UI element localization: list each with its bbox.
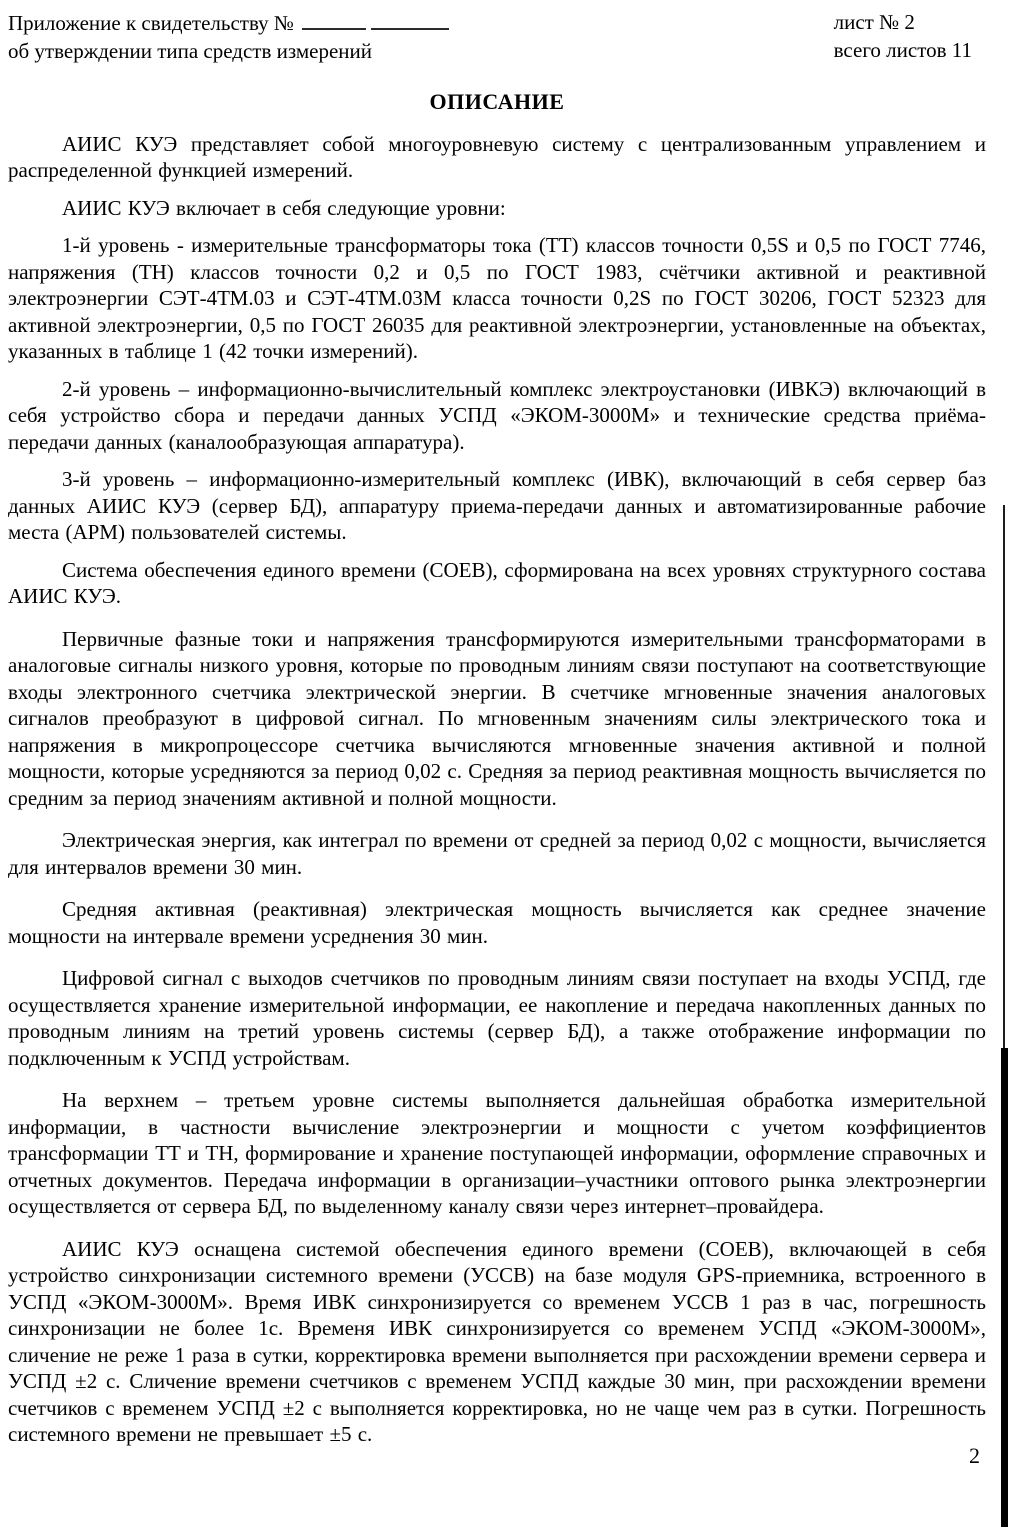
paragraph-digital-signal: Цифровой сигнал с выходов счетчиков по проводным линиям связи поступает на входы УСПД, где осуществляется хранение измерительной информации, ее накопление и передача накопленных данных по проводным линиям на третий уровень системы (сервер БД), а также отображение информации по подключенным к УСПД устройствам. — [8, 966, 986, 1070]
header-type-approval-line: об утверждении типа средств измерений — [8, 38, 373, 63]
page-header — [8, 8, 986, 65]
paragraph-level-3: 3-й уровень – информационно-измерительный комплекс (ИВК), включающий в себя сервер баз данных АИИС КУЭ (сервер БД), аппаратуру приема-передачи данных и автоматизированные рабочие места (АРМ) пользователей системы. — [8, 467, 986, 545]
certificate-number-blank-2 — [371, 8, 449, 30]
scan-artifact-line-thin — [1003, 505, 1005, 1048]
scan-artifact-line-thick — [1001, 1048, 1008, 1527]
paragraph-system-overview: АИИС КУЭ представляет собой многоуровневую систему с централизованным управлением и распределенной функцией измерений. — [8, 131, 986, 183]
paragraph-signal-transformation: Первичные фазные токи и напряжения трансформируются измерительными трансформаторами в аналоговые сигналы низкого уровня, которые по проводным линиям связи поступают на соответствующие входы электронного счетчика электрической энергии. В счетчике мгновенные значения аналоговых сигналов преобразуют в цифровой сигнал. По мгновенным значениям силы электрического тока и напряжения в микропроцессоре счетчика вычисляются мгновенные значения активной и полной мощности, которые усредняются за период 0,02 с. Средняя за период реактивная мощность вычисляется по средним за период значениям активной и полной мощности. — [8, 626, 986, 810]
paragraph-time-synchronization: АИИС КУЭ оснащена системой обеспечения единого времени (СОЕВ), включающей в себя устройство синхронизации системного времени (УССВ) на базе модуля GPS-приемника, встроенного в УСПД «ЭКОМ-3000М». Время ИВК синхронизируется со временем УССВ 1 раз в час, погрешность синхронизации не более 1с. Временя ИВК синхронизируется со временем УСПД «ЭКОМ-3000М», сличение не реже 1 раза в сутки, корректировка времени выполняется при расхождении времени сервера и УСПД ±2 с. Сличение времени счетчиков с временем УСПД каждые 30 мин, при расхождении времени счетчиков с временем УСПД ±2 с выполняется корректировка, но не чаще чем раз в сутки. Погрешность системного времени не превышает ±5 с. — [8, 1236, 986, 1447]
paragraph-average-power: Средняя активная (реактивная) электрическая мощность вычисляется как среднее значение мощности на интервале времени усреднения 30 мин. — [8, 897, 986, 948]
header-appendix-text: Приложение к свидетельству № — [8, 10, 294, 35]
paragraph-soev: Система обеспечения единого времени (СОЕВ), сформирована на всех уровнях структурного состава АИИС КУЭ. — [8, 557, 986, 609]
certificate-number-blank — [302, 8, 366, 30]
header-right-block — [834, 8, 986, 64]
header-left-block — [8, 8, 449, 65]
header-appendix-line — [8, 8, 449, 37]
page-title: ОПИСАНИЕ — [429, 88, 565, 114]
paragraph-level-2: 2-й уровень – информационно-вычислительный комплекс электроустановки (ИВКЭ) включающий в себя устройство сбора и передачи данных УСПД «ЭКОМ-3000М» и технические средства приёма-передачи данных (каналообразующая аппаратура). — [8, 376, 986, 454]
header-total-sheets: всего листов 11 — [833, 38, 972, 62]
paragraph-upper-level-processing: На верхнем – третьем уровне системы выполняется дальнейшая обработка измерительной информации, в частности вычисление электроэнергии и мощности с учетом коэффициентов трансформации ТТ и ТН, формирование и хранение поступающей информации, оформление справочных и отчетных документов. Передача информации в организации–участники оптового рынка электроэнергии осуществляется от сервера БД, по выделенному каналу связи через интернет–провайдера. — [8, 1088, 986, 1219]
header-sheet-number: лист № 2 — [833, 10, 915, 34]
paragraph-levels-intro: АИИС КУЭ включает в себя следующие уровни: — [62, 195, 506, 220]
page-number: 2 — [969, 1443, 980, 1468]
paragraph-energy-integral: Электрическая энергия, как интеграл по времени от средней за период 0,02 с мощности, вычисляется для интервалов времени 30 мин. — [8, 828, 986, 879]
document-body — [8, 131, 986, 1448]
paragraph-level-1: 1-й уровень - измерительные трансформаторы тока (ТТ) классов точности 0,5S и 0,5 по ГОСТ 7746, напряжения (ТН) классов точности 0,2 и 0,5 по ГОСТ 1983, счётчики активной и реактивной электроэнергии СЭТ-4ТМ.03 и СЭТ-4ТМ.03М класса точности 0,2S по ГОСТ 30206, ГОСТ 52323 для активной электроэнергии, 0,5 по ГОСТ 26035 для реактивной электроэнергии, установленные на объектах, указанных в таблице 1 (42 точки измерений). — [8, 233, 986, 364]
